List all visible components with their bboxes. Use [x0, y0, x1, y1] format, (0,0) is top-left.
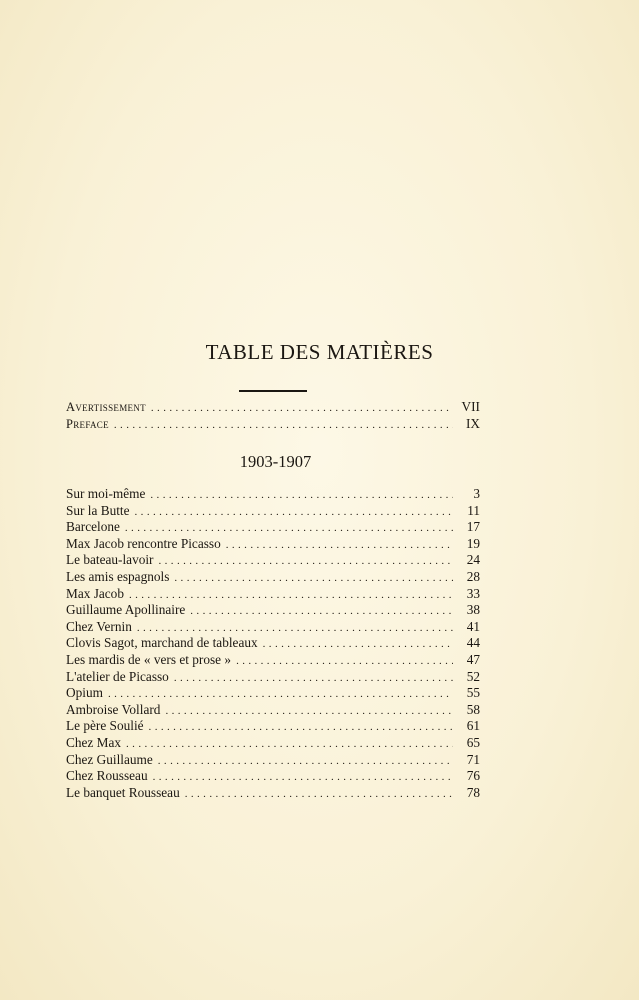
toc-entry-page: 76 [466, 768, 480, 784]
toc-entry [66, 552, 480, 569]
dot-leader [263, 636, 453, 653]
toc-entry [66, 752, 480, 769]
toc-list [66, 486, 480, 801]
dot-leader [114, 417, 453, 434]
dot-leader [126, 736, 453, 753]
toc-entry [66, 735, 480, 752]
toc-entry-label: Chez Vernin [66, 618, 132, 634]
toc-entry-label: Barcelone [66, 519, 120, 535]
toc-entry-page: 65 [466, 734, 480, 750]
toc-entry-label: Sur la Butte [66, 502, 130, 518]
toc-entry-page: 52 [466, 668, 480, 684]
dot-leader [135, 504, 453, 521]
dot-leader [125, 520, 453, 537]
toc-entry [66, 569, 480, 586]
toc-entry-label: Guillaume Apollinaire [66, 602, 186, 618]
toc-entry-page: 44 [466, 635, 480, 651]
toc-entry-label: Le bateau-lavoir [66, 552, 154, 568]
toc-entry-label: Le banquet Rousseau [66, 784, 180, 800]
dot-leader [150, 487, 453, 504]
toc-entry-avertissement [66, 398, 480, 415]
toc-entry [66, 685, 480, 702]
toc-entry-label: Sur moi-même [66, 486, 146, 501]
toc-entry-label: L'atelier de Picasso [66, 668, 169, 684]
toc-entry [66, 536, 480, 553]
toc-entry-label: Max Jacob [66, 585, 124, 601]
toc-entry-page: VII [461, 399, 480, 414]
toc-entry-page: 58 [466, 701, 480, 717]
toc-entry-page: 71 [466, 751, 480, 767]
toc-entry [66, 785, 480, 802]
dot-leader [108, 686, 453, 703]
toc-entry-label: Les amis espagnols [66, 568, 170, 584]
toc-entry-page: 24 [466, 552, 480, 568]
dot-leader [190, 603, 453, 620]
toc-entry-page: 41 [466, 618, 480, 634]
toc-entry-page: 38 [466, 602, 480, 618]
dot-leader [151, 400, 453, 417]
dot-leader [226, 537, 453, 554]
toc-entry [66, 503, 480, 520]
toc-entry [66, 619, 480, 636]
page-title: TABLE DES MATIÈRES [205, 340, 434, 364]
toc-entry [66, 486, 480, 503]
dot-leader [174, 570, 453, 587]
dot-leader [137, 620, 453, 637]
toc-entry-label: Opium [66, 685, 103, 701]
toc-entry-label: Avertissement [66, 400, 146, 414]
toc-entry-page: 19 [466, 535, 480, 551]
toc-entry-page: 3 [473, 486, 480, 501]
toc-entry-page: 78 [466, 784, 480, 800]
toc-entry-page: IX [465, 416, 480, 431]
toc-entry-preface [66, 415, 480, 432]
toc-entry-label: Chez Rousseau [66, 768, 148, 784]
toc-entry [66, 768, 480, 785]
toc-entry-page: 28 [466, 568, 480, 584]
toc-entry-page: 11 [467, 502, 480, 518]
toc-entry [66, 669, 480, 686]
toc-entry-page: 47 [466, 651, 480, 667]
toc-entry [66, 635, 480, 652]
toc-entry-label: Max Jacob rencontre Picasso [66, 535, 221, 551]
front-matter-list [66, 398, 480, 432]
toc-entry [66, 519, 480, 536]
toc-entry-page: 61 [466, 718, 480, 734]
toc-entry-page: 33 [466, 585, 480, 601]
toc-entry-label: Preface [66, 417, 109, 431]
toc-entry-page: 55 [466, 685, 480, 701]
toc-entry [66, 586, 480, 603]
dot-leader [129, 587, 453, 604]
toc-entry-label: Le père Soulié [66, 718, 144, 734]
dot-leader [165, 703, 453, 720]
toc-entry-label: Les mardis de « vers et prose » [66, 651, 232, 667]
dot-leader [159, 553, 454, 570]
dot-leader [185, 786, 453, 803]
toc-entry-label: Chez Max [66, 734, 122, 750]
toc-entry [66, 652, 480, 669]
toc-entry-label: Ambroise Vollard [66, 701, 161, 717]
dot-leader [153, 769, 453, 786]
title-rule [239, 390, 307, 392]
toc-entry [66, 718, 480, 735]
dot-leader [174, 670, 453, 687]
toc-entry-label: Chez Guillaume [66, 751, 153, 767]
toc-entry [66, 602, 480, 619]
toc-entry-page: 17 [466, 519, 480, 535]
dot-leader [158, 753, 453, 770]
section-heading: 1903-1907 [239, 452, 312, 471]
toc-entry [66, 702, 480, 719]
dot-leader [149, 719, 453, 736]
dot-leader [236, 653, 453, 670]
toc-entry-label: Clovis Sagot, marchand de tableaux [66, 635, 258, 651]
